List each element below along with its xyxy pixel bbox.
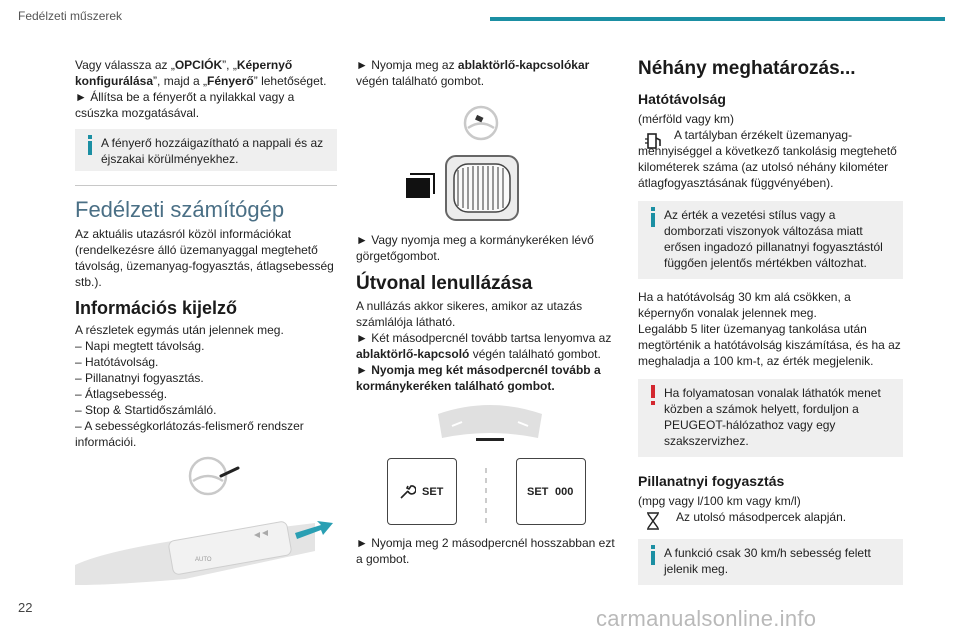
column-2-lower — [356, 232, 620, 394]
wiper-stalk-illustration — [75, 455, 337, 587]
set-speed-button[interactable] — [387, 458, 457, 525]
reset-intro: A nullázás akkor sikeres, amikor az utazás számlálója látható. — [356, 299, 583, 329]
section-divider — [75, 185, 337, 186]
info-icon — [648, 545, 658, 567]
info-list-item: – Stop & Startidőszámláló. — [75, 403, 217, 417]
info-note-instant: A funkció csak 30 km/h sebesség felett jelenik meg. — [638, 539, 903, 585]
brightness-step: ► Állítsa be a fényerőt a nyilakkal vagy a csúszka mozgatásával. — [75, 90, 295, 120]
warning-icon — [648, 385, 658, 407]
info-display-title: Információs kijelző — [75, 298, 238, 318]
info-list-item: – A sebességkorlátozás-felismerő rendszer információi. — [75, 419, 304, 449]
steering-wheel-icon — [190, 458, 238, 494]
wrench-icon — [398, 483, 416, 501]
set-label: SET — [422, 486, 444, 498]
column-2 — [356, 57, 620, 89]
fuel-gauge-icon — [644, 511, 662, 531]
menu-pages-icon — [406, 174, 434, 198]
warning-note-range: Ha folyamatosan vonalak láthatók menet közben a számok helyett, forduljon a PEUGEOT-hálózathoz vagy egy szakszervizhez. — [638, 379, 903, 457]
info-icon — [85, 135, 95, 157]
column-3 — [638, 57, 903, 585]
scroll-wheel-step: ► Vagy nyomja meg a kormánykeréken lévő görgetőgombot. — [356, 233, 594, 263]
info-note-range: Az érték a vezetési stílus vagy a domborzati viszonyok változása miatt erősen ingadozó pillanatnyi fogyasztástól függően jelentős mértékben változhat. — [638, 201, 903, 279]
info-icon — [648, 207, 658, 229]
steering-wheel-icon — [465, 107, 497, 139]
hold-button-step: ► Nyomja meg 2 másodpercnél hosszabban ezt a gombot. — [356, 536, 615, 566]
intro-paragraph: Vagy válassza az „OPCIÓK”, „Képernyő konfigurálása”, majd a „Fényerő” lehetőséget. — [75, 58, 327, 88]
info-list-item: – Átlagsebesség. — [75, 387, 168, 401]
info-list-item: – Napi megtett távolság. — [75, 339, 205, 353]
range-unit: (mérföld vagy km) — [638, 112, 735, 126]
column-1 — [75, 57, 337, 450]
range-dashes-text: Ha a hatótávolság 30 km alá csökken, a képernyőn vonalak jelennek meg. — [638, 290, 851, 320]
instant-consumption-definition: Az utolsó másodpercek alapján. — [638, 509, 903, 525]
section-title-trip-computer: Fedélzeti számítógép — [75, 197, 285, 222]
set-label: SET — [527, 486, 549, 498]
scroll-wheel-icon — [446, 156, 518, 220]
column-2-bottom — [356, 535, 620, 567]
scroll-wheel-illustration — [400, 100, 530, 222]
trip-computer-description: Az aktuális utazásról közöl információkat (rendelkezésre álló üzemanyaggal megtehető távolság, üzemanyag-fogyasztás, átlagsebesség stb.). — [75, 227, 334, 289]
info-display-intro: A részletek egymás után jelennek meg. — [75, 323, 284, 337]
reset-title: Útvonal lenullázása — [356, 273, 533, 294]
range-refuel-text: Legalább 5 liter üzemanyag tankolása után megtörténik a hatótávolság kiszámítása, és ha az meghaladja a 100 km-t, az érték megjelenik. — [638, 322, 901, 368]
page-number: 22 — [18, 600, 33, 615]
info-list-item: – Hatótávolság. — [75, 355, 159, 369]
instant-consumption-title: Pillanatnyi fogyasztás — [638, 473, 785, 489]
set-reset-button[interactable] — [516, 458, 586, 525]
watermark: carmanualsonline.info — [596, 606, 817, 631]
wiper-stalk-step: ► Nyomja meg az ablaktörlő-kapcsolókar végén található gombot. — [356, 58, 590, 88]
reset-step-1: ► Két másodpercnél tovább tartsa lenyomva az ablaktörlő-kapcsoló végén található gombot. — [356, 331, 612, 361]
instant-consumption-unit: (mpg vagy l/100 km vagy km/l) — [638, 494, 801, 508]
range-title: Hatótávolság — [638, 91, 726, 107]
reset-step-2: ► Nyomja meg két másodpercnél tovább a kormánykeréken található gombot. — [356, 363, 601, 393]
counter-value: 000 — [555, 486, 574, 498]
running-header: Fedélzeti műszerek — [18, 9, 123, 23]
info-note-brightness: A fényerő hozzáigazítható a nappali és az éjszakai körülményekhez. — [75, 129, 337, 171]
steering-wheel-hub-icon — [438, 405, 542, 441]
fuel-pump-icon — [644, 131, 664, 151]
info-list-item: – Pillanatnyi fogyasztás. — [75, 371, 204, 385]
header-accent-bar — [490, 17, 945, 21]
svg-text:AUTO: AUTO — [195, 557, 212, 563]
definitions-title: Néhány meghatározás... — [638, 58, 856, 79]
range-text: A tartályban érzékelt üzemanyag-mennyiséggel a következő tankolásig megtehető kilométerek száma (az utolsó néhány kilométer átlagfogyasztásának függvényében). — [638, 128, 897, 190]
wiper-stalk-icon — [75, 521, 315, 585]
